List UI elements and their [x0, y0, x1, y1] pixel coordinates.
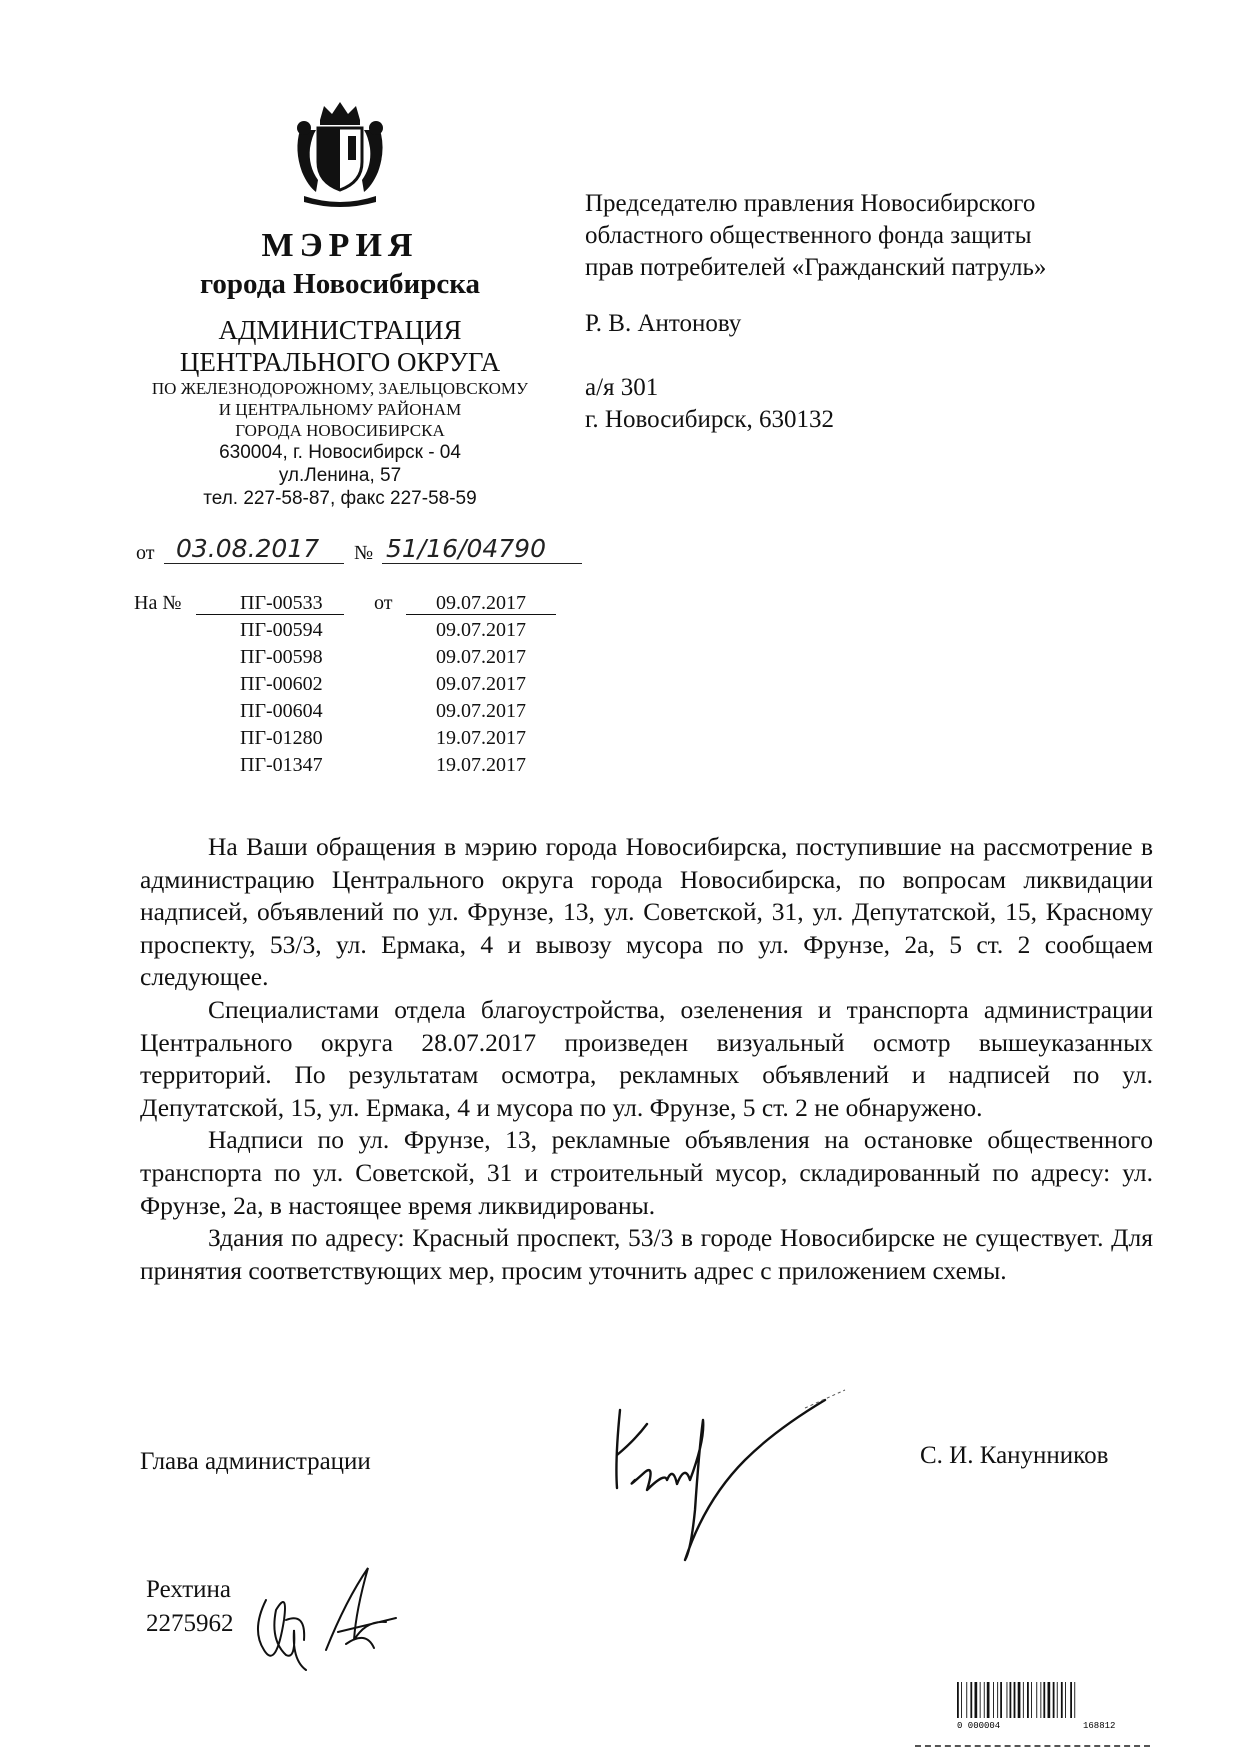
barcode-bar [1040, 1682, 1041, 1718]
barcode-bar [1014, 1682, 1016, 1718]
barcode-bar [987, 1682, 990, 1718]
reference-date: 19.07.2017 [436, 754, 526, 776]
barcode-bar [984, 1682, 985, 1718]
addressee-position: прав потребителей «Гражданский патруль» [585, 254, 1047, 281]
outgoing-date-value: 03.08.2017 [176, 534, 320, 563]
body-paragraph: Специалистами отдела благоустройства, озеленения и транспорта администрации Центрального округа 28.07.2017 произведен визуальный осмотр вышеуказанных территорий. По результатам осмотра, рекламных объявлений и надписей по ул. Депутатской, 15, ул. Ермака, 4 и мусора по ул. Фрунзе, 5 ст. 2 не обнаружено. [140, 994, 1153, 1122]
reference-number: ПГ-00533 [240, 592, 323, 614]
reference-date-underline [406, 614, 556, 615]
reference-date: 09.07.2017 [436, 673, 526, 695]
org-city: города Новосибирска [199, 268, 481, 300]
reference-row [134, 754, 574, 781]
signatory-title: Глава администрации [140, 1448, 371, 1475]
barcode-bar [1023, 1682, 1024, 1718]
barcode-bar [961, 1682, 962, 1718]
reference-date: 09.07.2017 [436, 619, 526, 641]
barcode-bar [970, 1682, 972, 1718]
admin-title: АДМИНИСТРАЦИЯ [218, 315, 462, 345]
barcode-bar [1061, 1682, 1063, 1718]
barcode-bar [1070, 1682, 1072, 1718]
reference-row [134, 592, 574, 619]
reference-date: 19.07.2017 [436, 727, 526, 749]
reference-number: ПГ-01280 [240, 727, 323, 749]
reference-date: 09.07.2017 [436, 700, 526, 722]
body-paragraph: На Ваши обращения в мэрию города Новосибирска, поступившие на рассмотрение в администрацию Центрального округа города Новосибирска, по вопросам ликвидации надписей, объявлений по ул. Фрунзе, 13, ул. Советской, 31, ул. Депутатской, 15, Красному проспекту, 53/3, ул. Ермака, 4 и вывозу мусора по ул. Фрунзе, 2а, 5 ст. 2 сообщаем следующее. [140, 832, 1153, 992]
reference-row [134, 727, 574, 754]
reference-number: ПГ-00598 [240, 646, 323, 668]
executor-block [146, 1573, 234, 1641]
reference-date: 09.07.2017 [436, 592, 526, 614]
barcode-bar [1018, 1682, 1021, 1718]
addressee-position: Председателю правления Новосибирского [585, 190, 1036, 217]
reference-row [134, 619, 574, 646]
org-title: МЭРИЯ [261, 227, 419, 264]
signatory-name: С. И. Канунников [920, 1442, 1109, 1469]
barcode-bar [980, 1682, 981, 1718]
barcode-bar [1043, 1682, 1045, 1718]
districts-line: ПО ЖЕЛЕЗНОДОРОЖНОМУ, ЗАЕЛЬЦОВСКОМУ [151, 379, 529, 398]
barcode-digits-right: 168812 [1083, 1721, 1116, 1730]
barcode-bar [1036, 1682, 1037, 1718]
letterhead [110, 100, 570, 510]
reference-number: ПГ-00604 [240, 700, 323, 722]
coat-of-arms-icon [290, 100, 390, 210]
barcode-icon [955, 1680, 1140, 1730]
barcode-bar [1074, 1682, 1075, 1718]
address-line: 630004, г. Новосибирск - 04 [219, 442, 461, 463]
reference-list [134, 592, 574, 781]
barcode-bar [957, 1682, 959, 1718]
barcode-bar [1048, 1682, 1051, 1718]
reference-number: ПГ-00594 [240, 619, 323, 641]
barcode-bar [1065, 1682, 1066, 1718]
districts-line: И ЦЕНТРАЛЬНОМУ РАЙОНАМ [218, 400, 462, 419]
addressee-po-box: а/я 301 [585, 374, 659, 401]
barcode-bar [1007, 1682, 1008, 1718]
barcode-bar [1057, 1682, 1058, 1718]
addressee-block [585, 188, 1145, 436]
outgoing-number-label: № [354, 542, 374, 564]
barcode-digits-left: 0 000004 [957, 1721, 1001, 1730]
body-paragraph: Здания по адресу: Красный проспект, 53/3 в городе Новосибирске не существует. Для принятия соответствующих мер, просим уточнить адрес с приложением схемы. [140, 1223, 1153, 1285]
barcode-bar [993, 1682, 994, 1718]
barcode-bar [1027, 1682, 1029, 1718]
outgoing-date-label: от [136, 542, 155, 564]
reference-date: 09.07.2017 [436, 646, 526, 668]
barcode-bar [1031, 1682, 1032, 1718]
addressee-position: областного общественного фонда защиты [585, 222, 1032, 249]
admin-district: ЦЕНТРАЛЬНОГО ОКРУГА [179, 347, 501, 377]
addressee-name: Р. В. Антонову [585, 310, 742, 337]
reference-row [134, 646, 574, 673]
reference-number-underline [196, 614, 344, 615]
body-paragraph: Надписи по ул. Фрунзе, 13, рекламные объявления на остановке общественного транспорта по ул. Советской, 31 и строительный мусор, складированный по адресу: ул. Фрунзе, 2а, в настоящее время ликвидированы. [140, 1125, 1153, 1220]
phone-fax: тел. 227-58-87, факс 227-58-59 [203, 488, 477, 509]
initials-signature-icon [246, 1560, 416, 1680]
barcode-bar [1010, 1682, 1012, 1718]
barcode-bar [975, 1682, 978, 1718]
executor-phone: 2275962 [146, 1610, 234, 1637]
barcode-bar [997, 1682, 998, 1718]
bottom-scan-line [915, 1745, 1150, 1747]
barcode-bar [1053, 1682, 1055, 1718]
outgoing-number-underline [382, 563, 582, 564]
outgoing-number-value: 51/16/04790 [386, 534, 546, 563]
reference-row [134, 673, 574, 700]
letter-body [140, 831, 1153, 1287]
reference-number: ПГ-01347 [240, 754, 323, 776]
barcode-bar [966, 1682, 967, 1718]
reference-prefix: На № [134, 592, 182, 614]
outgoing-date-underline [164, 563, 344, 564]
districts-line: ГОРОДА НОВОСИБИРСКА [235, 421, 445, 440]
address-line: ул.Ленина, 57 [278, 465, 402, 486]
reference-number: ПГ-00602 [240, 673, 323, 695]
reference-row [134, 700, 574, 727]
signature-icon [595, 1380, 865, 1570]
outgoing-reference [136, 534, 606, 570]
barcode-bar [1000, 1682, 1002, 1718]
reference-from-label: от [374, 592, 393, 614]
addressee-city: г. Новосибирск, 630132 [585, 406, 835, 433]
executor-name: Рехтина [146, 1576, 231, 1603]
